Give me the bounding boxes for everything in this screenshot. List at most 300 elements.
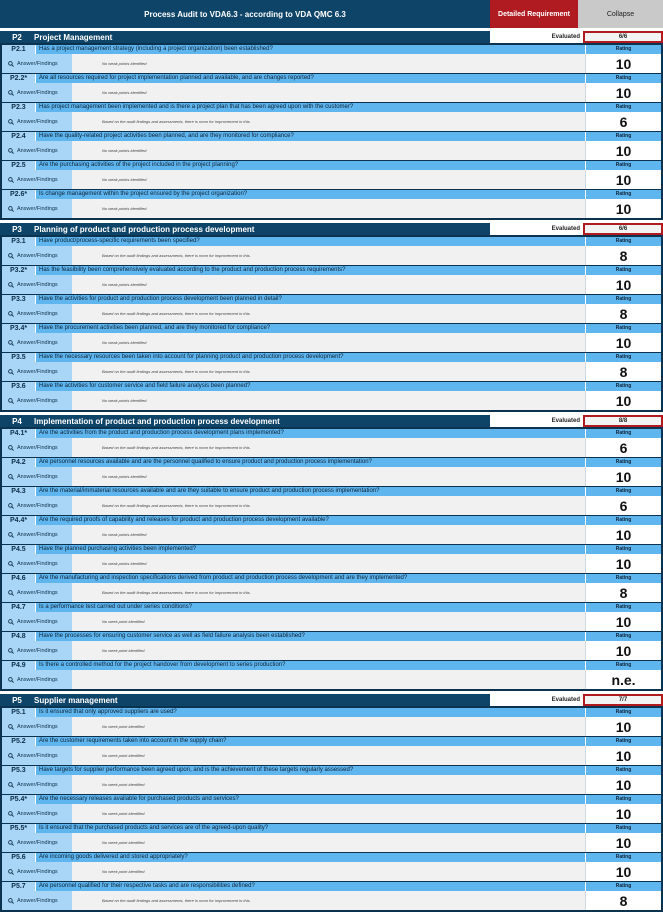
question-item [2,852,661,881]
rating-value[interactable]: 10 [585,391,661,410]
question-id: P2.1 [2,45,36,54]
rating-label: Rating [585,161,661,170]
answer-findings-label: Answer/Findings [17,502,58,509]
rating-value[interactable]: 10 [585,554,661,573]
answer-findings-label: Answer/Findings [17,810,58,817]
finding-text[interactable]: Based on the audit findings and assessments, there is room for improvement in this. [72,438,585,457]
rating-label: Rating [585,382,661,391]
rating-label: Rating [585,853,661,862]
question-id: P3.5 [2,353,36,362]
rating-label: Rating [585,487,661,496]
question-id: P4.7 [2,603,36,612]
answer-row [2,83,661,102]
question-id: P4.4* [2,516,36,525]
finding-text[interactable]: Based on the audit findings and assessments, there is room for improvement in this. [72,304,585,323]
finding-text[interactable]: No week point identified [72,775,585,794]
search-icon [8,311,14,317]
answer-findings-button[interactable] [2,804,72,823]
answer-row [2,438,661,457]
answer-row [2,333,661,352]
rating-value[interactable]: 10 [585,199,661,218]
evaluated-count: 6/6 [583,223,663,235]
question-id: P3.3 [2,295,36,304]
question-text: Have the quality-related project activities been planned, and are they monitored for compliance? [39,133,294,139]
rating-value[interactable]: 10 [585,83,661,102]
question-item [2,131,661,160]
finding-text[interactable]: No week point identified [72,804,585,823]
audit-section [0,31,663,220]
rating-label: Rating [585,237,661,246]
finding-text[interactable]: Based on the audit findings and assessments, there is room for improvement in this. [72,583,585,602]
answer-row [2,612,661,631]
answer-row [2,554,661,573]
rating-value[interactable]: 10 [585,467,661,486]
answer-findings-button[interactable] [2,83,72,102]
question-row [2,44,661,54]
answer-row [2,275,661,294]
answer-row [2,583,661,602]
question-row [2,265,661,275]
question-row [2,486,661,496]
search-icon [8,503,14,509]
section-id: P2 [12,32,22,42]
answer-row [2,804,661,823]
question-id: P2.6* [2,190,36,199]
question-row [2,794,661,804]
question-text: Is change management within the project ensured by the project organization? [39,191,248,197]
rating-label: Rating [585,516,661,525]
answer-row [2,170,661,189]
rating-label: Rating [585,824,661,833]
search-icon [8,445,14,451]
finding-text[interactable]: No weak points identified [72,83,585,102]
rating-value[interactable]: 10 [585,54,661,73]
answer-findings-button[interactable] [2,112,72,131]
search-icon [8,253,14,259]
rating-value[interactable]: 6 [585,112,661,131]
finding-text[interactable]: No weak points identified [72,467,585,486]
finding-text[interactable]: Based on the audit findings and assessments, there is room for improvement in this. [72,362,585,381]
answer-findings-button[interactable] [2,717,72,736]
question-id: P5.4* [2,795,36,804]
answer-row [2,670,661,689]
question-id: P4.5 [2,545,36,554]
question-item [2,44,661,73]
answer-row [2,496,661,515]
question-text: Are the required proofs of capability and releases for product and production process development available? [39,517,329,523]
answer-findings-label: Answer/Findings [17,118,58,125]
rating-value[interactable]: 8 [585,304,661,323]
question-item [2,794,661,823]
answer-row [2,199,661,218]
rating-value[interactable]: 8 [585,891,661,910]
rating-value[interactable]: 8 [585,246,661,265]
question-item [2,736,661,765]
question-row [2,352,661,362]
section-title: Supplier management [34,695,118,705]
answer-row [2,891,661,910]
question-text: Are the material/immaterial resources available and are they suitable to ensure product and production process implementation? [39,488,380,494]
finding-text[interactable]: No week point identified [72,717,585,736]
answer-findings-label: Answer/Findings [17,531,58,538]
question-text: Are incoming goods delivered and stored appropriately? [39,854,188,860]
rating-value[interactable]: 10 [585,717,661,736]
answer-findings-button[interactable] [2,304,72,323]
search-icon [8,148,14,154]
rating-label: Rating [585,190,661,199]
section-title-bar [0,415,490,427]
answer-findings-button[interactable] [2,775,72,794]
answer-findings-label: Answer/Findings [17,647,58,654]
question-text: Have product/process-specific requirements been specified? [39,238,200,244]
answer-findings-button[interactable] [2,612,72,631]
search-icon [8,869,14,875]
question-item [2,515,661,544]
search-icon [8,369,14,375]
question-item [2,486,661,515]
evaluated-label: Evaluated [490,694,583,706]
section-id: P4 [12,416,22,426]
question-text: Have the planned purchasing activities been implemented? [39,546,197,552]
question-id: P5.5* [2,824,36,833]
question-row [2,573,661,583]
finding-text[interactable]: No weak points identified [72,54,585,73]
search-icon [8,206,14,212]
section-header [0,223,663,236]
answer-findings-label: Answer/Findings [17,868,58,875]
answer-row [2,391,661,410]
rating-label: Rating [585,353,661,362]
search-icon [8,753,14,759]
rating-value[interactable]: 6 [585,496,661,515]
search-icon [8,811,14,817]
question-row [2,131,661,141]
finding-text[interactable]: No weak points identified [72,333,585,352]
rating-value[interactable]: 10 [585,746,661,765]
section-id: P3 [12,224,22,234]
rating-label: Rating [585,132,661,141]
question-id: P4.1* [2,429,36,438]
question-item [2,160,661,189]
question-item [2,765,661,794]
answer-findings-button[interactable] [2,467,72,486]
question-row [2,381,661,391]
rating-value[interactable]: 10 [585,804,661,823]
answer-row [2,641,661,660]
rating-value[interactable]: 10 [585,170,661,189]
answer-findings-button[interactable] [2,583,72,602]
question-row [2,631,661,641]
finding-text[interactable]: No week point identified [72,862,585,881]
rating-value[interactable]: 10 [585,275,661,294]
rating-value[interactable]: 10 [585,525,661,544]
answer-findings-label: Answer/Findings [17,368,58,375]
question-text: Is it ensured that the purchased products and services are of the agreed-upon quality? [39,825,269,831]
search-icon [8,282,14,288]
answer-findings-label: Answer/Findings [17,281,58,288]
answer-findings-button[interactable] [2,54,72,73]
question-text: Is it ensured that only approved suppliers are used? [39,709,177,715]
answer-findings-label: Answer/Findings [17,397,58,404]
question-item [2,457,661,486]
answer-findings-button[interactable] [2,333,72,352]
question-text: Are personnel qualified for their respective tasks and are responsibilities defined? [39,883,255,889]
question-id: P5.6 [2,853,36,862]
rating-label: Rating [585,45,661,54]
finding-text[interactable]: No week point identified [72,833,585,852]
search-icon [8,619,14,625]
rating-value[interactable]: 10 [585,333,661,352]
audit-section [0,415,663,691]
question-text: Have the procurement activities been planned, and are they monitored for compliance? [39,325,271,331]
question-id: P5.2 [2,737,36,746]
finding-text[interactable]: Based on the audit findings and assessments, there is room for improvement in this. [72,496,585,515]
question-text: Has the feasibility been comprehensively evaluated according to the product and production process requirements? [39,267,346,273]
answer-row [2,775,661,794]
search-icon [8,590,14,596]
question-id: P2.4 [2,132,36,141]
section-header [0,415,663,428]
finding-text[interactable]: No week point identified [72,746,585,765]
question-row [2,102,661,112]
search-icon [8,90,14,96]
question-row [2,294,661,304]
answer-row [2,717,661,736]
finding-text[interactable]: No week point identified [72,641,585,660]
section-title-bar [0,31,490,43]
finding-text[interactable]: No weak points identified [72,199,585,218]
answer-findings-button[interactable] [2,496,72,515]
question-item [2,236,661,265]
answer-row [2,362,661,381]
question-text: Are all resources required for project implementation planned and available, and are changes reported? [39,75,314,81]
question-id: P4.6 [2,574,36,583]
question-text: Are the customer requirements taken into account in the supply chain? [39,738,227,744]
answer-findings-label: Answer/Findings [17,781,58,788]
answer-findings-button[interactable] [2,275,72,294]
question-id: P4.2 [2,458,36,467]
rating-value[interactable]: 8 [585,583,661,602]
question-row [2,736,661,746]
section-header [0,31,663,44]
evaluated-label: Evaluated [490,31,583,43]
answer-findings-button[interactable] [2,199,72,218]
question-id: P3.2* [2,266,36,275]
finding-text[interactable]: No weak points identified [72,141,585,160]
question-text: Are the necessary releases available for purchased products and services? [39,796,239,802]
question-id: P2.5 [2,161,36,170]
answer-row [2,833,661,852]
section-title: Planning of product and production process development [34,224,255,234]
answer-row [2,246,661,265]
question-item [2,323,661,352]
question-text: Have the activities for customer service and field failure analysis been planned? [39,383,251,389]
question-item [2,381,661,410]
finding-text[interactable]: No weak points identified [72,391,585,410]
search-icon [8,61,14,67]
answer-row [2,525,661,544]
question-item [2,573,661,602]
evaluated-count: 8/8 [583,415,663,427]
answer-findings-button[interactable] [2,525,72,544]
search-icon [8,648,14,654]
finding-text[interactable] [72,670,585,689]
rating-label: Rating [585,766,661,775]
search-icon [8,840,14,846]
rating-label: Rating [585,266,661,275]
top-bar [0,0,663,28]
question-row [2,457,661,467]
answer-findings-button[interactable] [2,391,72,410]
detailed-requirement-button[interactable]: Detailed Requirement [490,0,578,28]
question-text: Have the necessary resources been taken into account for planning product and production process development? [39,354,344,360]
rating-value[interactable]: 6 [585,438,661,457]
answer-findings-button[interactable] [2,833,72,852]
question-item [2,544,661,573]
answer-findings-label: Answer/Findings [17,839,58,846]
finding-text[interactable]: No weak points identified [72,170,585,189]
answer-findings-button[interactable] [2,362,72,381]
question-text: Has a project management strategy (including a project organization) been established? [39,46,273,52]
answer-findings-label: Answer/Findings [17,176,58,183]
question-item [2,265,661,294]
answer-findings-button[interactable] [2,641,72,660]
question-row [2,428,661,438]
question-row [2,881,661,891]
answer-findings-button[interactable] [2,670,72,689]
rating-value[interactable]: 10 [585,775,661,794]
answer-findings-label: Answer/Findings [17,676,58,683]
answer-findings-button[interactable] [2,554,72,573]
question-list [0,44,663,220]
question-item [2,352,661,381]
finding-text[interactable]: Based on the audit findings and assessments, there is room for improvement in this. [72,246,585,265]
search-icon [8,474,14,480]
answer-row [2,862,661,881]
question-item [2,428,661,457]
question-row [2,160,661,170]
question-text: Have the activities for product and production process development been planned in detail? [39,296,282,302]
question-text: Are the purchasing activities of the project included in the project planning? [39,162,239,168]
question-item [2,73,661,102]
section-title-bar [0,694,490,706]
section-title: Implementation of product and production process development [34,416,280,426]
rating-label: Rating [585,324,661,333]
answer-findings-label: Answer/Findings [17,897,58,904]
answer-findings-label: Answer/Findings [17,752,58,759]
rating-label: Rating [585,882,661,891]
answer-findings-label: Answer/Findings [17,473,58,480]
answer-row [2,141,661,160]
answer-row [2,304,661,323]
search-icon [8,898,14,904]
answer-findings-label: Answer/Findings [17,618,58,625]
rating-label: Rating [585,603,661,612]
finding-text[interactable]: Based on the audit findings and assessments, there is room for improvement in this. [72,112,585,131]
search-icon [8,398,14,404]
answer-findings-button[interactable] [2,862,72,881]
search-icon [8,782,14,788]
question-row [2,515,661,525]
answer-findings-button[interactable] [2,170,72,189]
question-text: Has project management been implemented and is there a project plan that has been agreed upon with the customer? [39,104,354,110]
rating-value[interactable]: n.e. [585,670,661,689]
question-text: Have the processes for ensuring customer service as well as field failure analysis been established? [39,633,305,639]
answer-row [2,746,661,765]
question-item [2,881,661,910]
rating-value[interactable]: 10 [585,641,661,660]
rating-label: Rating [585,74,661,83]
question-row [2,660,661,670]
question-text: Are the activities from the product and production process development plans implemented? [39,430,284,436]
search-icon [8,724,14,730]
evaluated-count: 6/6 [583,31,663,43]
question-text: Is a performance test carried out under series conditions? [39,604,193,610]
finding-text[interactable]: No week point identified [72,612,585,631]
question-item [2,631,661,660]
rating-value[interactable]: 10 [585,862,661,881]
finding-text[interactable]: No weak points identified [72,275,585,294]
finding-text[interactable]: No weak points identified [72,554,585,573]
rating-label: Rating [585,708,661,717]
answer-findings-label: Answer/Findings [17,205,58,212]
search-icon [8,340,14,346]
answer-findings-label: Answer/Findings [17,444,58,451]
question-row [2,236,661,246]
rating-value[interactable]: 10 [585,833,661,852]
section-header [0,694,663,707]
answer-findings-button[interactable] [2,141,72,160]
question-id: P5.7 [2,882,36,891]
evaluated-label: Evaluated [490,415,583,427]
question-row [2,707,661,717]
section-title: Project Management [34,32,113,42]
collapse-button[interactable]: Collapse [578,0,663,28]
question-item [2,102,661,131]
answer-findings-button[interactable] [2,246,72,265]
answer-findings-button[interactable] [2,746,72,765]
audit-sections [0,31,663,915]
rating-label: Rating [585,103,661,112]
question-item [2,189,661,218]
question-text: Are personnel resources available and are the personnel qualified to ensure product and production process implementation? [39,459,372,465]
rating-label: Rating [585,795,661,804]
answer-findings-button[interactable] [2,438,72,457]
section-title-bar [0,223,490,235]
rating-value[interactable]: 8 [585,362,661,381]
rating-value[interactable]: 10 [585,141,661,160]
question-text: Are the manufacturing and inspection specifications derived from product and production process development and are they implemented? [39,575,408,581]
question-row [2,544,661,554]
rating-label: Rating [585,574,661,583]
question-id: P5.3 [2,766,36,775]
question-id: P2.2* [2,74,36,83]
search-icon [8,561,14,567]
finding-text[interactable]: Based on the audit findings and assessments, there is room for improvement in this. [72,891,585,910]
question-id: P3.4* [2,324,36,333]
answer-findings-button[interactable] [2,891,72,910]
answer-findings-label: Answer/Findings [17,310,58,317]
rating-value[interactable]: 10 [585,612,661,631]
question-text: Have targets for supplier performance been agreed upon, and is the achievement of these targets regularly assessed? [39,767,354,773]
rating-label: Rating [585,295,661,304]
finding-text[interactable]: No weak points identified [72,525,585,544]
answer-row [2,112,661,131]
question-list [0,236,663,412]
question-id: P3.6 [2,382,36,391]
question-item [2,660,661,689]
question-id: P2.3 [2,103,36,112]
